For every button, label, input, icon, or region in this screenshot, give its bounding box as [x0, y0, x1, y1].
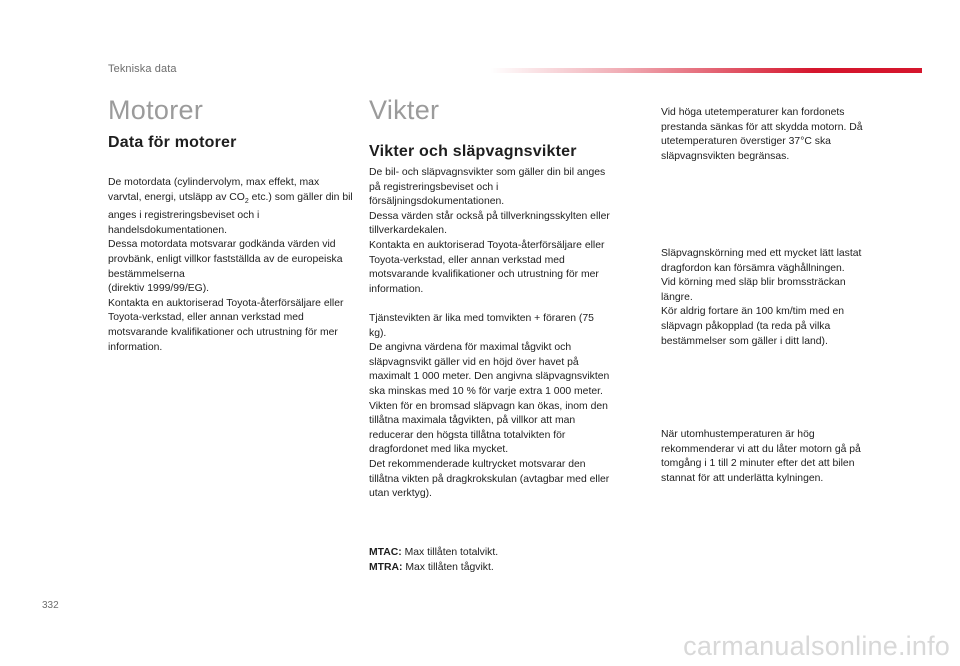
vikter-paragraph-2: Dessa värden står också på tillverkningsskylten eller tillverkardekalen. — [369, 210, 610, 237]
vikter-paragraph-3: Kontakta en auktoriserad Toyota-återförsäljare eller Toyota-verkstad, eller annan verkstad med motsvarande kvalifikationer och utrustning för mer information. — [369, 239, 605, 295]
note-high-temperature: Vid höga utetemperaturer kan fordonets prestanda sänkas för att skydda motorn. Då utetemperaturen överstiger 37°C ska släpvagnsvikten begränsas. — [661, 107, 863, 162]
note-trailer-p3: Kör aldrig fortare än 100 km/tim med en släpvagn påkopplad (ta reda på vilka bestämmelser som gäller i ditt land). — [661, 306, 845, 347]
motorer-paragraph-1: De motordata (cylindervolym, max effekt, max varvtal, energi, utsläpp av $CO_2$ etc.) som gäller din bil anges i registreringsbeviset och i handelsdokumentationen. — [108, 177, 353, 236]
note-trailer-p2: Vid körning med släp blir bromssträckan längre. — [661, 277, 846, 303]
vikter-paragraph-6: Vikten för en bromsad släpvagn kan ökas, inom den tillåtna maximala tågvikten, på villkor att man reducerar den högsta tillåtna totalvikten för dragfordonet med lika mycket. — [369, 400, 608, 456]
header-accent-bar — [490, 68, 922, 73]
vikter-title: Vikter — [369, 95, 440, 125]
motorer-paragraph-2: Dessa motordata motsvarar godkända värden vid provbänk, enligt villkor fastställda av de europeiska bestämmelserna — [108, 239, 343, 280]
note-trailer-p1: Släpvagnskörning med ett mycket lätt lastat dragfordon kan försämra väghållningen. — [661, 248, 862, 274]
motorer-subtitle: Data för motorer — [108, 134, 237, 151]
motorer-paragraph-4: Kontakta en auktoriserad Toyota-återförsäljare eller Toyota-verkstad, eller annan verkstad med motsvarande kvalifikationer och utrustning för mer information. — [108, 297, 344, 353]
mtra-line: MTRA: Max tillåten tågvikt. — [369, 561, 494, 573]
vikter-body-b — [369, 312, 614, 502]
vikter-abbreviations — [369, 546, 614, 575]
motorer-body — [108, 176, 353, 355]
co2-subscript: 2 — [244, 197, 249, 205]
vikter-paragraph-7: Det rekommenderade kultrycket motsvarar den tillåtna vikten på dragkrokskulan (avtagbar med eller utan verktyg). — [369, 458, 610, 500]
motorer-paragraph-3: (direktiv 1999/99/EG). — [108, 283, 210, 295]
vikter-paragraph-4: Tjänstevikten är lika med tomvikten + föraren (75 kg). — [369, 313, 594, 339]
mtac-line: MTAC: Max tillåten totalvikt. — [369, 547, 499, 558]
motorer-title: Motorer — [108, 95, 204, 125]
watermark: carmanualsonline.info — [683, 631, 950, 661]
vikter-body-a — [369, 166, 614, 297]
note-trailer-driving — [661, 247, 871, 349]
note-cooling: När utomhustemperaturen är hög rekommenderar vi att du låter motorn gå på tomgång i 1 till 2 minuter efter det att bilen stannat för att underlätta kylningen. — [661, 429, 861, 484]
vikter-paragraph-5: De angivna värdena för maximal tågvikt och släpvagnsvikt gäller vid en höjd över havet på maximalt 1 000 meter. Den angivna släpvagnsvikten ska minskas med 10 % för varje extra 1 000 meter. — [369, 342, 610, 397]
vikter-paragraph-1: De bil- och släpvagnsvikter som gäller din bil anges på registreringsbeviset och i försäljningsdokumentationen. — [369, 167, 606, 208]
page-number: 332 — [42, 600, 59, 611]
section-label: Tekniska data — [108, 63, 177, 75]
vikter-subtitle: Vikter och släpvagnsvikter — [369, 143, 577, 160]
